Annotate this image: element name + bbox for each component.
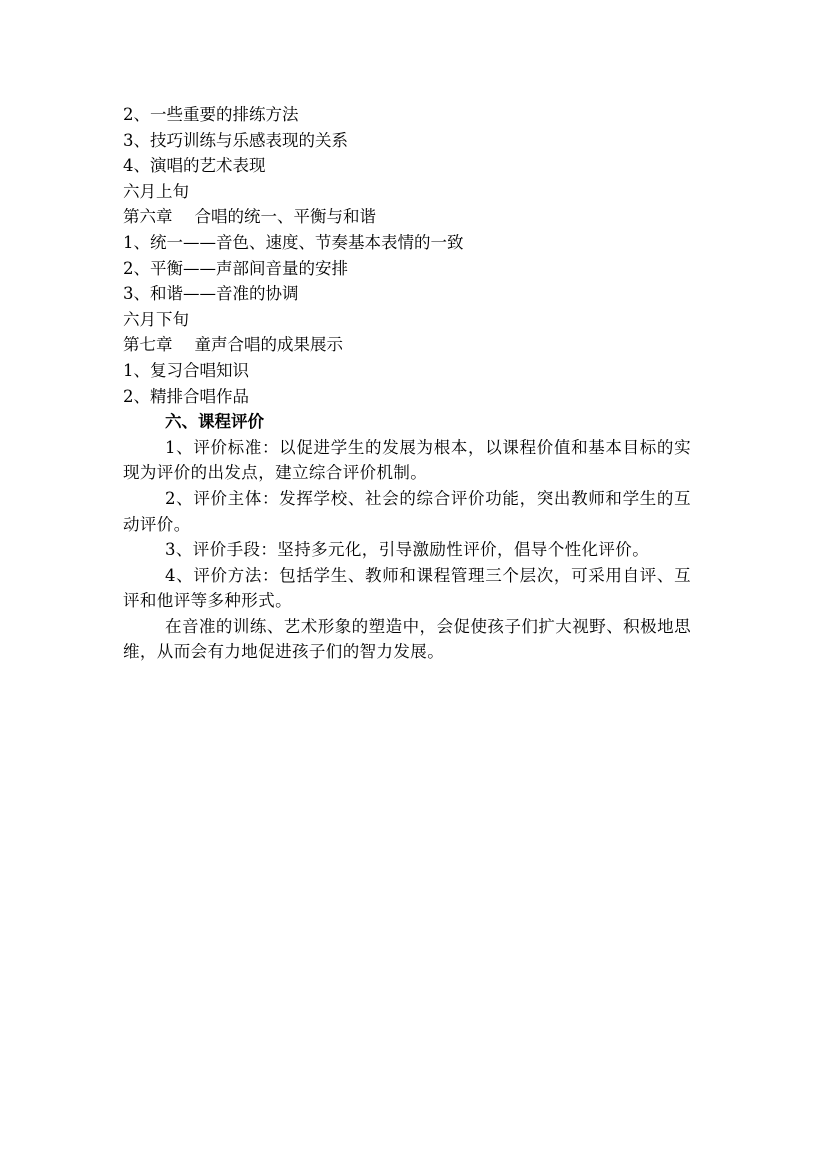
- chapter-6-title: 合唱的统一、平衡与和谐: [194, 207, 376, 227]
- paragraph-conclusion: 在音准的训练、艺术形象的塑造中，会促使孩子们扩大视野、积极地思维，从而会有力地促进孩子们的智力发展。: [123, 616, 691, 662]
- chapter-6-heading: [123, 204, 691, 230]
- list-item: 3、技巧训练与乐感表现的关系: [123, 130, 348, 150]
- list-item: 1、复习合唱知识: [123, 360, 249, 380]
- list-item: 2、精排合唱作品: [123, 386, 249, 406]
- list-item: 1、统一——音色、速度、节奏基本表情的一致: [123, 232, 464, 252]
- paragraph-evaluation-standard: 1、评价标准：以促进学生的发展为根本，以课程价值和基本目标的实现为评价的出发点，建立综合评价机制。: [123, 437, 691, 483]
- document-body: [123, 102, 691, 665]
- list-item: 2、平衡——声部间音量的安排: [123, 258, 348, 278]
- list-item: 4、演唱的艺术表现: [123, 156, 266, 176]
- period-heading-early-june: 六月上旬: [123, 181, 189, 201]
- list-item: 2、一些重要的排练方法: [123, 105, 299, 124]
- paragraph-evaluation-subject: 2、评价主体：发挥学校、社会的综合评价功能，突出教师和学生的互动评价。: [123, 488, 691, 534]
- period-heading-late-june: 六月下旬: [123, 309, 189, 329]
- section-6-heading: 六、课程评价: [165, 412, 264, 432]
- paragraph-evaluation-means: 3、评价手段：坚持多元化，引导激励性评价，倡导个性化评价。: [165, 540, 650, 560]
- chapter-7-label: 第七章: [123, 335, 173, 355]
- list-item: 3、和谐——音准的协调: [123, 284, 299, 304]
- chapter-7-heading: [123, 332, 691, 358]
- chapter-7-title: 童声合唱的成果展示: [194, 335, 343, 355]
- paragraph-evaluation-method: 4、评价方法：包括学生、教师和课程管理三个层次，可采用自评、互评和他评等多种形式。: [123, 565, 691, 611]
- chapter-6-label: 第六章: [123, 207, 173, 227]
